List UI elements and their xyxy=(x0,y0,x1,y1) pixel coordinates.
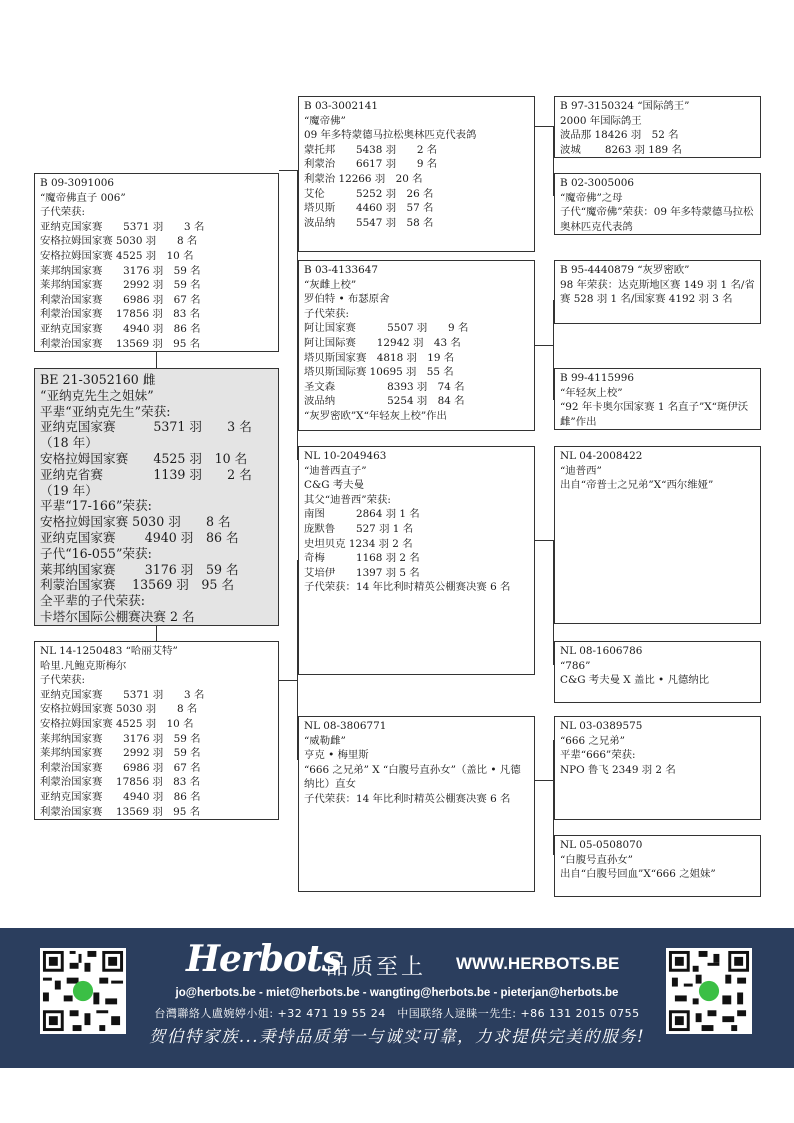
subject-line: 平辈“亚纳克先生”荣获: xyxy=(40,403,171,419)
subject-line: “亚纳克先生之姐妹” xyxy=(40,387,154,403)
subject-line: 莱邦纳国家赛 3176 羽 59 名 xyxy=(40,561,239,577)
g6-line: “786” xyxy=(560,659,591,672)
sire-sire-line: 09 年多特蒙德马拉松奥林匹克代表鸽 xyxy=(304,129,477,142)
dam-line: 亚纳克国家赛 4940 羽 86 名 xyxy=(40,790,201,803)
g1-line: 波品那 18426 羽 52 名 xyxy=(560,129,679,142)
dam-line: NL 14-1250483 “哈丽艾特” xyxy=(40,645,178,657)
sire-line: 利蒙治国家赛 17856 羽 83 名 xyxy=(40,308,201,321)
g3-line: B 95-4440879 “灰罗密欧” xyxy=(560,264,690,276)
g6-line: NL 08-1606786 xyxy=(560,645,643,657)
g7-line: NL 03-0389575 xyxy=(560,720,643,732)
sire-dam-line: 塔贝斯国家赛 4818 羽 19 名 xyxy=(304,351,455,364)
subject-line: 平辈“17-166”荣获: xyxy=(40,498,152,514)
dam-sire-line: 庞默鲁 527 羽 1 名 xyxy=(304,522,414,535)
dam-sire-line: 奇梅 1168 羽 2 名 xyxy=(304,552,420,565)
great-grandparent-card-2 xyxy=(554,173,761,235)
sire-line: 安格拉姆国家赛 5030 羽 8 名 xyxy=(40,235,198,248)
sire-line: “魔帝佛直子 006” xyxy=(40,191,126,204)
dam-sire-line: 其父“迪普西”荣获: xyxy=(304,493,391,506)
connector-line xyxy=(535,780,553,781)
sire-dam-card xyxy=(298,260,535,431)
dam-sire-line: 史坦贝克 1234 羽 2 名 xyxy=(304,537,413,550)
sire-line: 亚纳克国家赛 4940 羽 86 名 xyxy=(40,322,201,335)
contact-phones: 台灣聯絡人盧婉婷小姐: +32 471 19 55 24 中国联络人逯睐一先生: +86 131 2015 0755 xyxy=(154,1007,640,1020)
website-link[interactable]: WWW.HERBOTS.BE xyxy=(456,954,620,973)
g8-line: “白腹号直孙女” xyxy=(560,853,633,866)
connector-line xyxy=(156,626,157,642)
dam-card xyxy=(34,641,279,820)
footer-banner xyxy=(0,928,794,1068)
sire-sire-line: “魔帝佛” xyxy=(304,114,346,127)
great-grandparent-card-6 xyxy=(554,641,761,703)
dam-line: 亚纳克国家赛 5371 羽 3 名 xyxy=(40,688,205,701)
dam-sire-line: 南图 2864 羽 1 名 xyxy=(304,508,420,521)
sire-dam-line: 阿让国家赛 5507 羽 9 名 xyxy=(304,322,469,335)
great-grandparent-card-7 xyxy=(554,716,761,820)
sire-sire-line: 波品纳 5547 羽 58 名 xyxy=(304,216,434,229)
g7-line: NPO 鲁飞 2349 羽 2 名 xyxy=(560,763,676,776)
family-motto: 贺伯特家族...秉持品质第一与诚实可靠，力求提供完美的服务! xyxy=(148,1027,646,1046)
g5-line: 出自“帝普士之兄弟”X“西尔维娅” xyxy=(560,479,714,492)
qr-code-wechat-icon[interactable] xyxy=(666,948,752,1034)
dam-line: 安格拉姆国家赛 5030 羽 8 名 xyxy=(40,703,198,716)
sire-line: 利蒙治国家赛 6986 羽 67 名 xyxy=(40,293,201,306)
sire-sire-line: 蒙托邦 5438 羽 2 名 xyxy=(304,143,438,156)
great-grandparent-card-1 xyxy=(554,96,761,158)
sire-sire-line: 塔贝斯 4460 羽 57 名 xyxy=(304,202,434,215)
sire-line: 莱邦纳国家赛 3176 羽 59 名 xyxy=(40,264,201,277)
dam-sire-line: 子代荣获：14 年比利时精英公棚赛决赛 6 名 xyxy=(304,581,511,594)
brand-header xyxy=(186,938,620,982)
herbots-logo: Herbots xyxy=(186,938,341,980)
sire-dam-line: 阿让国际赛 12942 羽 43 名 xyxy=(304,336,461,349)
subject-line: 安格拉姆国家赛 4525 羽 10 名 xyxy=(40,450,248,466)
dam-line: 安格拉姆国家赛 4525 羽 10 名 xyxy=(40,717,194,730)
sire-dam-line: “灰雌上校” xyxy=(304,278,357,291)
sire-line: 莱邦纳国家赛 2992 羽 59 名 xyxy=(40,279,201,292)
connector-line xyxy=(535,126,553,127)
sire-dam-line: 子代荣获: xyxy=(304,307,350,320)
great-grandparent-card-5 xyxy=(554,446,761,624)
dam-sire-line: 艾培伊 1397 羽 5 名 xyxy=(304,566,420,579)
sire-dam-line: 圣文森 8393 羽 74 名 xyxy=(304,380,465,393)
dam-line: 哈里.凡鲍克斯梅尔 xyxy=(40,659,127,672)
g5-line: NL 04-2008422 xyxy=(560,450,643,462)
subject-line: 亚纳克国家赛 5371 羽 3 名 xyxy=(40,419,252,435)
dam-dam-line: “威勒雌” xyxy=(304,734,346,747)
dam-dam-line: 子代荣获：14 年比利时精英公棚赛决赛 6 名 xyxy=(304,792,511,805)
subject-line: （19 年） xyxy=(40,482,98,498)
subject-line: 亚纳克省赛 1139 羽 2 名 xyxy=(40,466,252,482)
sire-line: 亚纳克国家赛 5371 羽 3 名 xyxy=(40,220,205,233)
subject-line: 卡塔尔国际公棚赛决赛 2 名 xyxy=(40,608,195,624)
dam-sire-line: “迪普西直子” xyxy=(304,464,367,477)
subject-line: 利蒙治国家赛 13569 羽 95 名 xyxy=(40,577,235,593)
g7-line: “666 之兄弟” xyxy=(560,734,625,747)
g6-line: C&G 考夫曼 X 盖比 • 凡德纳比 xyxy=(560,674,710,687)
great-grandparent-card-8 xyxy=(554,835,761,897)
g7-line: 平辈“666”荣获: xyxy=(560,749,636,762)
sire-dam-line: 波品纳 5254 羽 84 名 xyxy=(304,395,465,408)
dam-dam-line: NL 08-3806771 xyxy=(304,720,387,732)
dam-dam-card xyxy=(298,716,535,892)
dam-line: 利蒙治国家赛 17856 羽 83 名 xyxy=(40,776,201,789)
g3-line: 98 年荣获：达克斯地区赛 149 羽 1 名/省赛 528 羽 1 名/国家赛 4192 羽 3 名 xyxy=(560,278,755,306)
subject-line: （18 年） xyxy=(40,435,98,451)
subject-line: 安格拉姆国家赛 5030 羽 8 名 xyxy=(40,514,231,530)
sire-dam-line: 塔贝斯国际赛 10695 羽 55 名 xyxy=(304,366,454,379)
g2-line: 子代“魔帝佛”荣获：09 年多特蒙德马拉松奥林匹克代表鸽 xyxy=(560,206,754,233)
connector-line xyxy=(535,540,553,541)
subject-line: BE 21-3052160 雌 xyxy=(40,372,156,387)
g4-line: B 99-4115996 xyxy=(560,372,634,384)
subject-line: 亚纳克国家赛 4940 羽 86 名 xyxy=(40,529,239,545)
connector-line xyxy=(156,352,157,368)
dam-sire-line: NL 10-2049463 xyxy=(304,450,387,462)
g5-line: “迪普西” xyxy=(560,464,602,477)
great-grandparent-card-4 xyxy=(554,368,761,430)
sire-sire-line: 艾伦 5252 羽 26 名 xyxy=(304,187,434,200)
g8-line: NL 05-0508070 xyxy=(560,839,643,851)
subject-card xyxy=(34,368,279,626)
sire-sire-card xyxy=(298,96,535,252)
dam-sire-card xyxy=(298,446,535,675)
sire-line: 子代荣获: xyxy=(40,206,86,219)
dam-line: 莱邦纳国家赛 2992 羽 59 名 xyxy=(40,747,201,760)
connector-line xyxy=(279,680,297,681)
sire-dam-line: “灰罗密欧”X“年轻灰上校”作出 xyxy=(304,409,447,422)
dam-line: 利蒙治国家赛 13569 羽 95 名 xyxy=(40,805,201,818)
connector-line xyxy=(535,345,553,346)
sire-dam-line: B 03-4133647 xyxy=(304,264,378,276)
sire-line: B 09-3091006 xyxy=(40,177,114,189)
g4-line: “年轻灰上校” xyxy=(560,386,623,399)
email-list[interactable]: jo@herbots.be - miet@herbots.be - wangting@herbots.be - pieterjan@herbots.be xyxy=(175,987,619,999)
dam-line: 子代荣获: xyxy=(40,674,86,687)
g2-line: “魔帝佛”之母 xyxy=(560,191,623,204)
g1-line: 2000 年国际鸽王 xyxy=(560,114,642,127)
dam-dam-line: “666 之兄弟” X “白腹号直孙女”（盖比 • 凡德纳比）直女 xyxy=(304,763,521,791)
sire-card xyxy=(34,173,279,352)
g4-line: “92 年卡奥尔国家赛 1 名直子”X“斑伊沃雌”作出 xyxy=(560,401,749,428)
subject-line: 子代“16-055”荣获: xyxy=(40,545,152,561)
g8-line: 出自“白腹号回血”X“666 之姐妹” xyxy=(560,868,716,881)
dam-line: 利蒙治国家赛 6986 羽 67 名 xyxy=(40,761,201,774)
sire-line: 利蒙治国家赛 13569 羽 95 名 xyxy=(40,337,201,350)
sire-dam-line: 罗伯特 • 布瑟原舍 xyxy=(304,293,390,306)
g2-line: B 02-3005006 xyxy=(560,177,634,189)
dam-dam-line: 亨克 • 梅里斯 xyxy=(304,749,369,762)
sire-line: 安格拉姆国家赛 4525 羽 10 名 xyxy=(40,249,194,262)
sire-sire-line: 利蒙治 6617 羽 9 名 xyxy=(304,158,438,171)
dam-line: 莱邦纳国家赛 3176 羽 59 名 xyxy=(40,732,201,745)
great-grandparent-card-3 xyxy=(554,260,761,324)
sire-sire-line: 利蒙治 12266 羽 20 名 xyxy=(304,172,423,185)
g1-line: B 97-3150324 “国际鸽王” xyxy=(560,100,690,112)
slogan: 品质至上 xyxy=(326,955,427,980)
dam-sire-line: C&G 考夫曼 xyxy=(304,479,364,492)
g1-line: 波城 8263 羽 189 名 xyxy=(560,143,682,156)
connector-line xyxy=(279,170,297,171)
sire-sire-line: B 03-3002141 xyxy=(304,100,378,112)
subject-line: 全平辈的子代荣获: xyxy=(40,593,145,609)
